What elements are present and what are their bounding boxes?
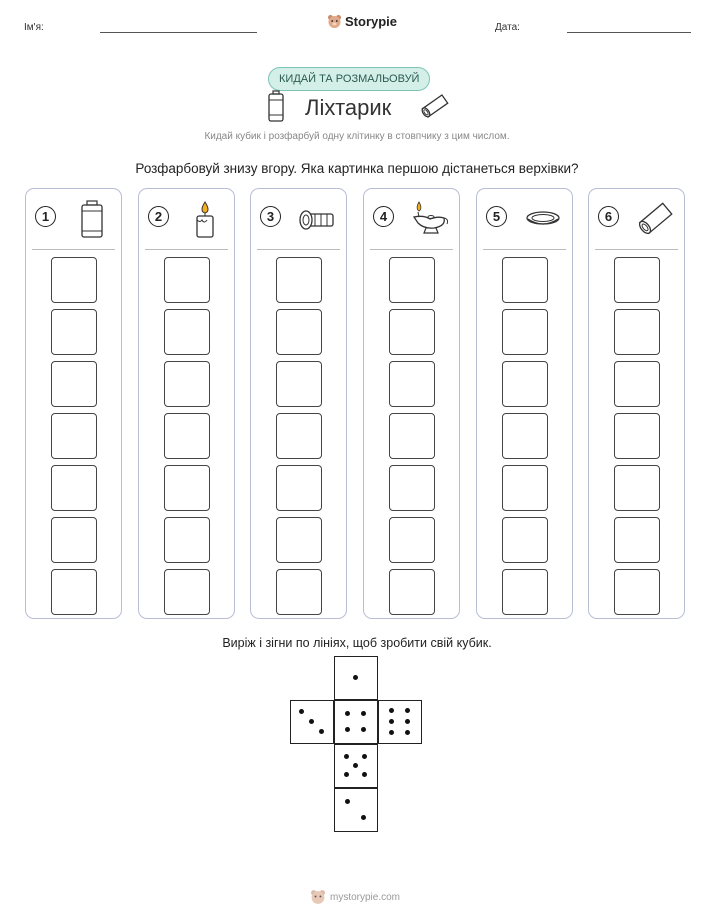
pip-dot bbox=[361, 727, 366, 732]
column-5 bbox=[476, 188, 573, 619]
pip-dot bbox=[362, 754, 367, 759]
column-6 bbox=[588, 188, 685, 619]
color-cell[interactable] bbox=[389, 257, 435, 303]
column-number: 2 bbox=[148, 206, 169, 227]
brand-logo bbox=[327, 14, 397, 29]
column-3 bbox=[250, 188, 347, 619]
bear-footer-icon bbox=[310, 889, 326, 905]
column-number: 3 bbox=[260, 206, 281, 227]
color-cell[interactable] bbox=[502, 309, 548, 355]
date-line[interactable] bbox=[567, 32, 691, 33]
color-cell[interactable] bbox=[276, 569, 322, 615]
color-cell[interactable] bbox=[502, 257, 548, 303]
candle-icon bbox=[185, 199, 225, 239]
date-label: Дата: bbox=[495, 22, 520, 33]
color-cell[interactable] bbox=[276, 465, 322, 511]
color-cell[interactable] bbox=[389, 517, 435, 563]
column-4 bbox=[363, 188, 460, 619]
column-1 bbox=[25, 188, 122, 619]
dice-face-5 bbox=[334, 744, 378, 788]
brand-name: Storypie bbox=[345, 14, 398, 29]
pip-dot bbox=[309, 719, 314, 724]
column-divider bbox=[483, 249, 566, 250]
pip-dot bbox=[345, 711, 350, 716]
pip-dot bbox=[319, 729, 324, 734]
dice-face-3 bbox=[290, 700, 334, 744]
color-cell[interactable] bbox=[276, 361, 322, 407]
pip-dot bbox=[361, 711, 366, 716]
color-cell[interactable] bbox=[276, 517, 322, 563]
color-cell[interactable] bbox=[389, 569, 435, 615]
cut-instruction: Виріж і зігни по лініях, щоб зробити свій кубик. bbox=[222, 636, 492, 650]
color-cell[interactable] bbox=[51, 569, 97, 615]
color-cell[interactable] bbox=[389, 361, 435, 407]
color-cell[interactable] bbox=[614, 361, 660, 407]
dice-face-2 bbox=[334, 788, 378, 832]
activity-badge: КИДАЙ ТА РОЗМАЛЬОВУЙ bbox=[268, 67, 430, 91]
color-cell[interactable] bbox=[51, 413, 97, 459]
color-cell[interactable] bbox=[164, 309, 210, 355]
column-number: 4 bbox=[373, 206, 394, 227]
color-cell[interactable] bbox=[276, 413, 322, 459]
color-cell[interactable] bbox=[164, 517, 210, 563]
dice-face-6 bbox=[378, 700, 422, 744]
pip-dot bbox=[405, 730, 410, 735]
color-cell[interactable] bbox=[164, 257, 210, 303]
tube-icon bbox=[635, 199, 675, 239]
color-cell[interactable] bbox=[389, 465, 435, 511]
name-line[interactable] bbox=[100, 32, 257, 33]
oil-lamp-icon bbox=[410, 199, 450, 239]
pip-dot bbox=[353, 763, 358, 768]
color-cell[interactable] bbox=[276, 309, 322, 355]
color-cell[interactable] bbox=[164, 361, 210, 407]
column-divider bbox=[595, 249, 678, 250]
subtitle: Кидай кубик і розфарбуй одну клітинку в стовпчику з цим числом. bbox=[204, 131, 510, 142]
battery-icon bbox=[72, 199, 112, 239]
pip-dot bbox=[361, 815, 366, 820]
pip-dot bbox=[353, 675, 358, 680]
color-cell[interactable] bbox=[164, 465, 210, 511]
dice-face-4 bbox=[334, 700, 378, 744]
color-cell[interactable] bbox=[614, 309, 660, 355]
footer-url: mystorypie.com bbox=[330, 891, 401, 903]
pip-dot bbox=[362, 772, 367, 777]
color-cell[interactable] bbox=[614, 517, 660, 563]
page-title: Ліхтарик bbox=[305, 95, 392, 120]
color-cell[interactable] bbox=[502, 413, 548, 459]
pip-dot bbox=[405, 719, 410, 724]
column-divider bbox=[32, 249, 115, 250]
color-cell[interactable] bbox=[502, 569, 548, 615]
color-cell[interactable] bbox=[51, 517, 97, 563]
color-cell[interactable] bbox=[51, 309, 97, 355]
column-number: 1 bbox=[35, 206, 56, 227]
column-number: 6 bbox=[598, 206, 619, 227]
column-number: 5 bbox=[486, 206, 507, 227]
footer bbox=[310, 889, 400, 905]
color-cell[interactable] bbox=[614, 465, 660, 511]
pip-dot bbox=[345, 727, 350, 732]
instruction: Розфарбовуй знизу вгору. Яка картинка першою дістанеться верхівки? bbox=[135, 161, 579, 176]
color-cell[interactable] bbox=[502, 465, 548, 511]
pip-dot bbox=[299, 709, 304, 714]
color-cell[interactable] bbox=[276, 257, 322, 303]
bear-logo-icon bbox=[327, 14, 342, 29]
color-cell[interactable] bbox=[614, 413, 660, 459]
pip-dot bbox=[344, 772, 349, 777]
tube-title-icon bbox=[419, 93, 451, 119]
color-cell[interactable] bbox=[502, 361, 548, 407]
pip-dot bbox=[389, 708, 394, 713]
column-divider bbox=[145, 249, 228, 250]
color-cell[interactable] bbox=[614, 569, 660, 615]
column-divider bbox=[370, 249, 453, 250]
flashlight-icon bbox=[297, 199, 337, 239]
color-cell[interactable] bbox=[389, 309, 435, 355]
dish-icon bbox=[523, 199, 563, 239]
pip-dot bbox=[344, 754, 349, 759]
pip-dot bbox=[345, 799, 350, 804]
color-cell[interactable] bbox=[51, 257, 97, 303]
color-cell[interactable] bbox=[51, 465, 97, 511]
color-cell[interactable] bbox=[502, 517, 548, 563]
battery-title-icon bbox=[267, 90, 285, 122]
pip-dot bbox=[405, 708, 410, 713]
name-label: Ім'я: bbox=[24, 22, 44, 33]
color-cell[interactable] bbox=[389, 413, 435, 459]
color-cell[interactable] bbox=[614, 257, 660, 303]
column-divider bbox=[257, 249, 340, 250]
color-cell[interactable] bbox=[164, 569, 210, 615]
pip-dot bbox=[389, 730, 394, 735]
column-2 bbox=[138, 188, 235, 619]
pip-dot bbox=[389, 719, 394, 724]
color-cell[interactable] bbox=[51, 361, 97, 407]
dice-face-1 bbox=[334, 656, 378, 700]
color-cell[interactable] bbox=[164, 413, 210, 459]
